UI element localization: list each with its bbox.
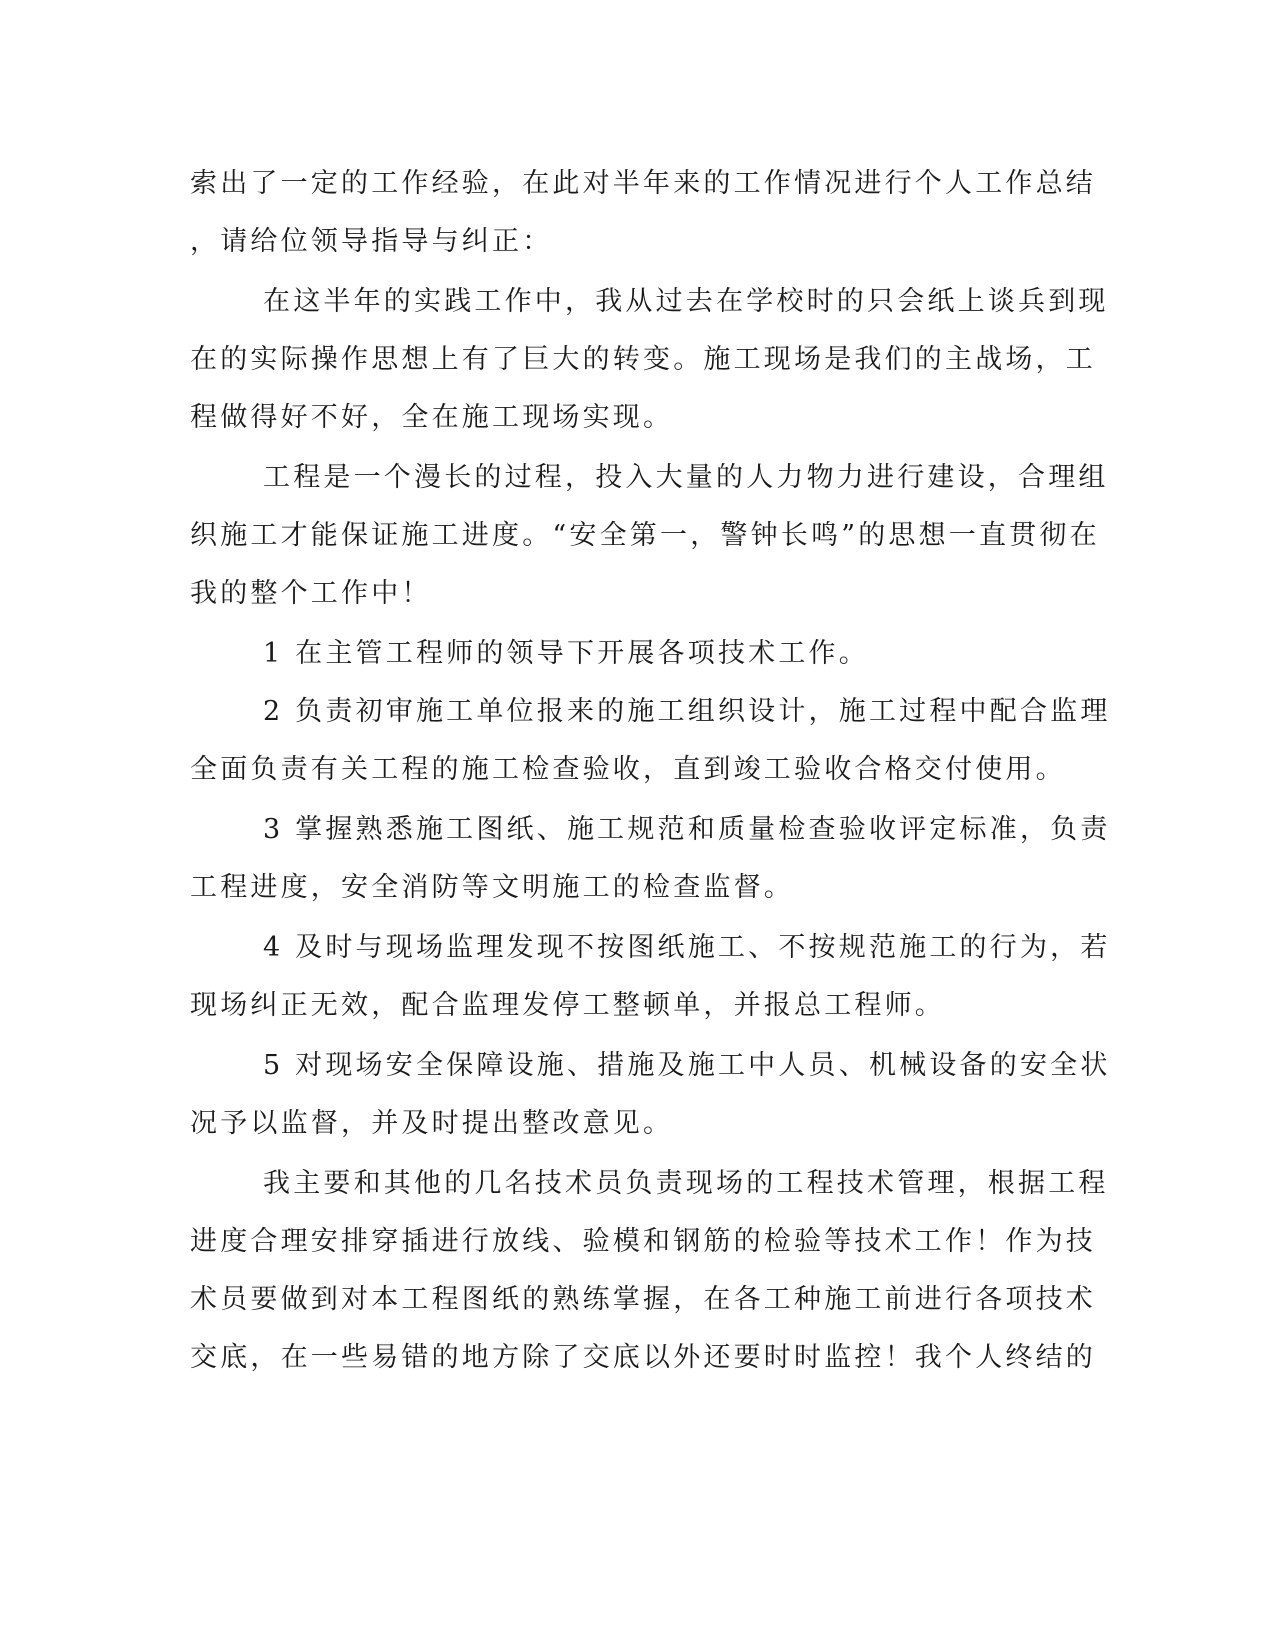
- text-line: 况予以监督，并及时提出整改意见。: [190, 1108, 674, 1139]
- text-line: 我的整个工作中！: [190, 578, 432, 609]
- text-line: 交底，在一些易错的地方除了交底以外还要时时监控！我个人终结的: [190, 1342, 1096, 1373]
- paragraph-first-line: 在这半年的实践工作中，我从过去在学校时的只会纸上谈兵到现: [263, 286, 1109, 317]
- text-line: 工程进度，安全消防等文明施工的检查监督。: [190, 872, 794, 903]
- text-line: 现场纠正无效，配合监理发停工整顿单，并报总工程师。: [190, 990, 945, 1021]
- list-item-1: 1 在主管工程师的领导下开展各项技术工作。: [263, 638, 869, 669]
- paragraph-first-line: 我主要和其他的几名技术员负责现场的工程技术管理，根据工程: [263, 1168, 1109, 1199]
- list-item-2: 2 负责初审施工单位报来的施工组织设计，施工过程中配合监理: [263, 696, 1111, 727]
- list-item-3: 3 掌握熟悉施工图纸、施工规范和质量检查验收评定标准，负责: [263, 814, 1111, 845]
- paragraph-first-line: 工程是一个漫长的过程，投入大量的人力物力进行建设，合理组: [263, 462, 1109, 493]
- text-line: 索出了一定的工作经验，在此对半年来的工作情况进行个人工作总结: [190, 168, 1096, 199]
- text-line: 程做得好不好，全在施工现场实现。: [190, 402, 674, 433]
- list-item-5: 5 对现场安全保障设施、措施及施工中人员、机械设备的安全状: [263, 1050, 1111, 1081]
- text-line: 在的实际操作思想上有了巨大的转变。施工现场是我们的主战场，工: [190, 344, 1096, 375]
- text-line: ，请给位领导指导与纠正：: [190, 226, 553, 257]
- text-line: 全面负责有关工程的施工检查验收，直到竣工验收合格交付使用。: [190, 754, 1066, 785]
- text-line: 术员要做到对本工程图纸的熟练掌握，在各工种施工前进行各项技术: [190, 1284, 1096, 1315]
- list-item-4: 4 及时与现场监理发现不按图纸施工、不按规范施工的行为，若: [263, 932, 1111, 963]
- text-line: 进度合理安排穿插进行放线、验模和钢筋的检验等技术工作！作为技: [190, 1226, 1096, 1257]
- text-line: 织施工才能保证施工进度。“安全第一，警钟长鸣”的思想一直贯彻在: [190, 520, 1100, 551]
